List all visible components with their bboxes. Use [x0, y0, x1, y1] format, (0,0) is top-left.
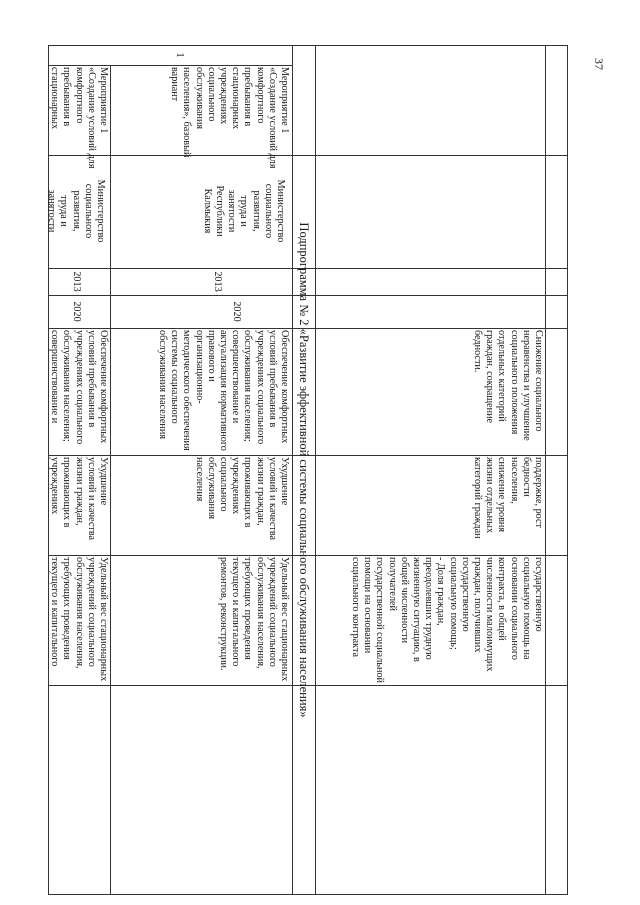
row-number: 1 [174, 52, 185, 58]
row2-measure: Мероприятие 1 «Создание условий для комфортного пребывания в стационарных [49, 67, 109, 169]
top-row-results-cell: Снижение социального неравенства и улучшение социального положения отдельных категорий граждан, сокращение бедности. [471, 330, 544, 441]
rotated-table-sheet [48, 45, 568, 895]
row2-consequences: Ухудшение условий и качества жизни граждан, проживающих в учреждениях [49, 457, 109, 541]
row1-executor: Министерство социального развития, труда и занятости Республики Калмыкия [201, 179, 286, 243]
row2-executor: Министерство социального развития, труда и занятости [46, 179, 106, 243]
row2-end-year: 2020 [71, 301, 82, 322]
row-number-column-line [48, 65, 293, 66]
row1-end-year: 2020 [231, 301, 242, 322]
row1-measure: Мероприятие 1 «Создание условий для комфортного пребывания в стационарных учреждениях социального обслуживания населения», базовый вариант [169, 67, 290, 169]
row2-indicators: Удельный вес стационарных учреждений социального обслуживания населения, требующих проведения текущего и капитального [49, 557, 109, 682]
row1-results: Обеспечение комфортных условий пребывания в учреждениях социального обслуживания населения; совершенствование и актуализация нормативного правового и организационно- методического обеспечения системы социального обслуживания населения [156, 330, 290, 451]
row2-results: Обеспечение комфортных условий пребывания в учреждениях социального обслуживания населения; совершенствование и [49, 330, 109, 445]
row2-start-year: 2013 [71, 271, 82, 292]
page-number: 37 [592, 58, 606, 70]
top-row-indicators-cell: государственную социальную помощь на основании социального контракта, в общей численности малоимущих граждан, получивших государственную социальную помощь; - Доля граждан, преодолевших трудную жизненную ситуацию, в общей численности получателей государственной социальной помощи на основании социального контракта [349, 557, 544, 684]
top-row-consequences-cell: поддержке, рост бедности населения, снижение уровня жизни отдельных категорий граждан [471, 457, 544, 539]
row1-indicators: Удельный вес стационарных учреждений социального обслуживания населения, требующих проведения текущего и капитального ремонтов, реконструкции. [217, 557, 290, 682]
subprogram-title: Подпрограмма № 2 «Развитие эффективной системы социального обслуживания населения» [297, 222, 311, 718]
row1-start-year: 2013 [212, 271, 223, 292]
row1-consequences: Ухудшение условий и качества жизни граждан, проживающих в учреждениях социального обслуживания населения [193, 457, 290, 541]
